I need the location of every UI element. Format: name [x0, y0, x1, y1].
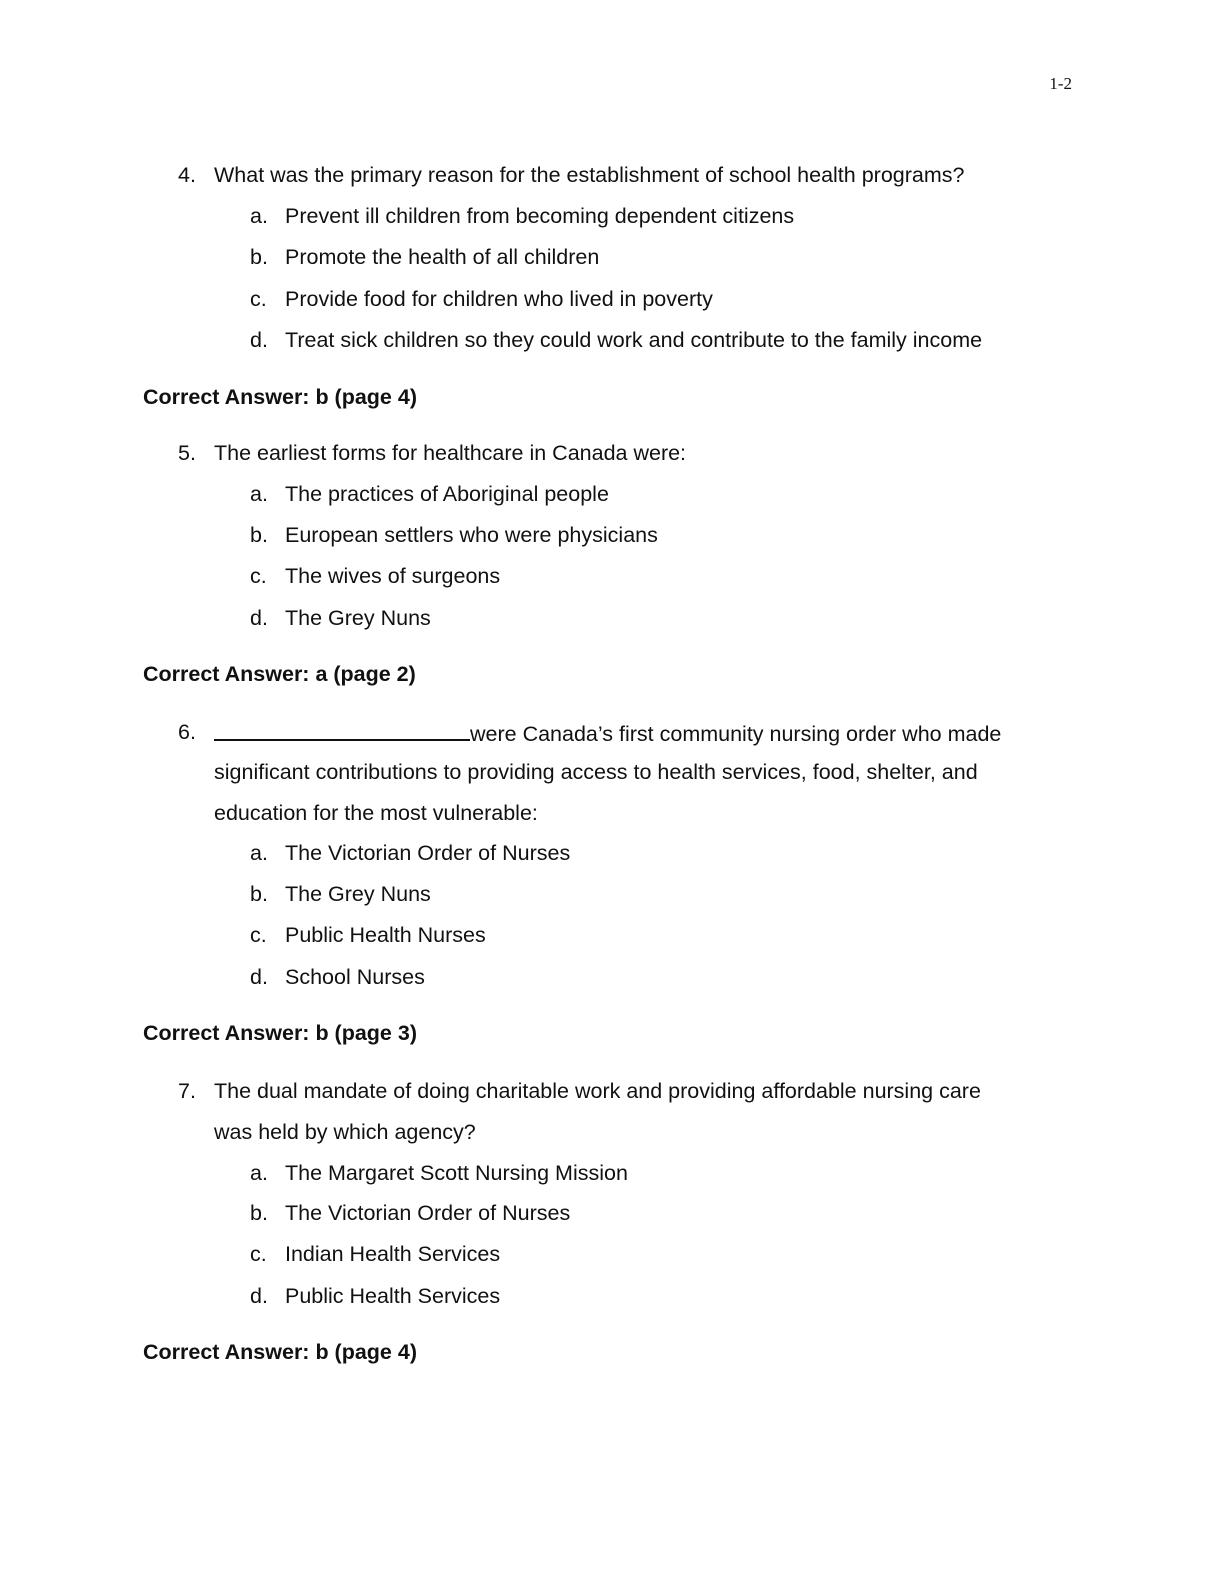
- page-number: 1-2: [1049, 74, 1072, 93]
- question-text-line-1: [214, 719, 1001, 747]
- question-text: The dual mandate of doing charitable work and providing affordable nursing care: [214, 1079, 981, 1103]
- option-text: The wives of surgeons: [285, 564, 501, 588]
- option-text: Promote the health of all children: [285, 245, 600, 269]
- option-text: The Grey Nuns: [285, 606, 431, 630]
- option-text: Public Health Services: [285, 1284, 501, 1308]
- question-number: 4.: [178, 163, 196, 187]
- question-text: The earliest forms for healthcare in Canada were:: [214, 441, 687, 465]
- option-letter: b.: [250, 523, 268, 547]
- correct-answer: Correct Answer: b (page 4): [143, 1340, 417, 1364]
- option-letter: c.: [250, 287, 267, 311]
- question-text: significant contributions to providing access to health services, food, shelter, and: [214, 760, 978, 784]
- option-letter: d.: [250, 1284, 268, 1308]
- option-letter: d.: [250, 606, 268, 630]
- question-number: 6.: [178, 720, 196, 744]
- option-letter: b.: [250, 882, 268, 906]
- question-text: What was the primary reason for the establishment of school health programs?: [214, 163, 965, 187]
- option-text: Prevent ill children from becoming dependent citizens: [285, 204, 795, 228]
- option-text: Treat sick children so they could work and contribute to the family income: [285, 328, 983, 352]
- question-text: education for the most vulnerable:: [214, 801, 538, 825]
- option-text: The Grey Nuns: [285, 882, 431, 906]
- option-letter: d.: [250, 328, 268, 352]
- question-number: 5.: [178, 441, 196, 465]
- option-text: European settlers who were physicians: [285, 523, 658, 547]
- option-text: The Victorian Order of Nurses: [285, 841, 571, 865]
- correct-answer: Correct Answer: b (page 4): [143, 385, 417, 409]
- option-letter: c.: [250, 564, 267, 588]
- option-text: Public Health Nurses: [285, 923, 486, 947]
- option-letter: c.: [250, 1242, 267, 1266]
- option-text: Provide food for children who lived in poverty: [285, 287, 713, 311]
- option-text: The Margaret Scott Nursing Mission: [285, 1161, 628, 1185]
- question-number: 7.: [178, 1079, 196, 1103]
- option-text: School Nurses: [285, 965, 425, 989]
- option-letter: d.: [250, 965, 268, 989]
- option-text: Indian Health Services: [285, 1242, 501, 1266]
- option-letter: b.: [250, 245, 268, 269]
- option-letter: a.: [250, 1161, 268, 1185]
- option-text: The Victorian Order of Nurses: [285, 1201, 571, 1225]
- fill-in-blank: [214, 719, 470, 741]
- option-letter: a.: [250, 841, 268, 865]
- option-letter: b.: [250, 1201, 268, 1225]
- option-letter: a.: [250, 204, 268, 228]
- option-letter: c.: [250, 923, 267, 947]
- question-text: was held by which agency?: [214, 1120, 476, 1144]
- option-letter: a.: [250, 482, 268, 506]
- question-text: were Canada’s first community nursing order who made: [470, 722, 1002, 746]
- option-text: The practices of Aboriginal people: [285, 482, 609, 506]
- correct-answer: Correct Answer: b (page 3): [143, 1021, 417, 1045]
- correct-answer: Correct Answer: a (page 2): [143, 662, 416, 686]
